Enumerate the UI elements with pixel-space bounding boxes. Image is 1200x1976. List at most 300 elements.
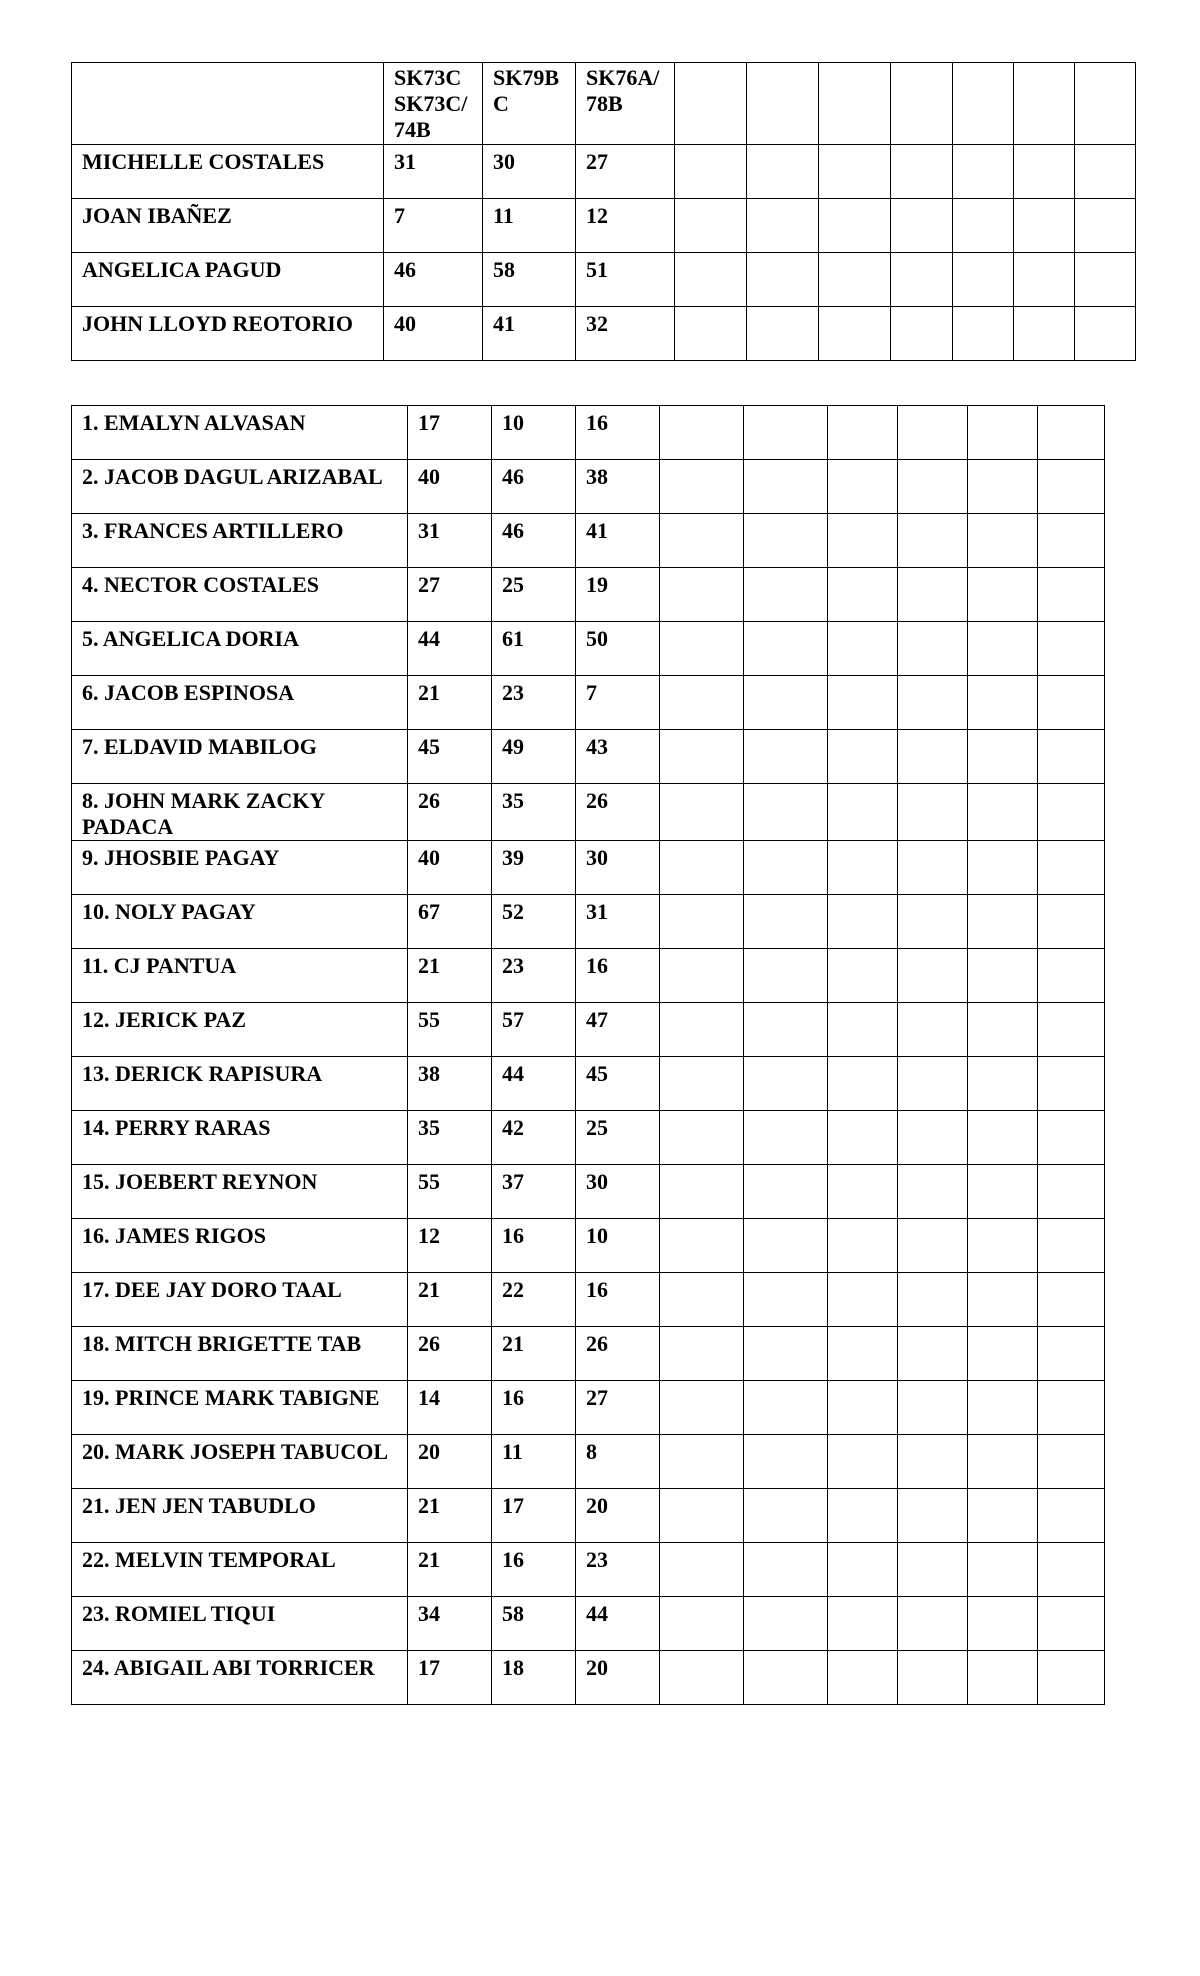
- empty-cell: [898, 1597, 968, 1651]
- score-cell: 31: [384, 145, 483, 199]
- score-cell: 35: [492, 784, 576, 841]
- empty-cell: [744, 949, 828, 1003]
- score-cell: 50: [576, 622, 660, 676]
- empty-cell: [968, 1381, 1038, 1435]
- score-cell: 27: [576, 145, 675, 199]
- student-name-cell: 11. CJ PANTUA: [72, 949, 408, 1003]
- empty-cell: [828, 622, 898, 676]
- empty-cell: [675, 307, 747, 361]
- empty-cell: [819, 145, 891, 199]
- score-cell: 55: [408, 1003, 492, 1057]
- empty-cell: [744, 514, 828, 568]
- student-name-cell: 16. JAMES RIGOS: [72, 1219, 408, 1273]
- empty-cell: [1038, 1057, 1105, 1111]
- empty-cell: [660, 1543, 744, 1597]
- empty-cell: [660, 730, 744, 784]
- score-cell: 16: [492, 1381, 576, 1435]
- table-body: [72, 406, 1105, 1705]
- score-cell: 11: [483, 199, 576, 253]
- empty-cell: [1038, 730, 1105, 784]
- empty-cell: [660, 1327, 744, 1381]
- empty-cell: [968, 514, 1038, 568]
- empty-cell: [744, 1327, 828, 1381]
- empty-cell: [898, 730, 968, 784]
- empty-cell: [828, 1489, 898, 1543]
- student-name-cell: ANGELICA PAGUD: [72, 253, 384, 307]
- score-cell: 30: [576, 1165, 660, 1219]
- student-name-cell: 22. MELVIN TEMPORAL: [72, 1543, 408, 1597]
- empty-cell: [828, 460, 898, 514]
- score-cell: 35: [408, 1111, 492, 1165]
- table-row: [72, 406, 1105, 460]
- table-row: [72, 1219, 1105, 1273]
- empty-cell: [1038, 784, 1105, 841]
- empty-cell: [744, 1489, 828, 1543]
- empty-cell: [968, 841, 1038, 895]
- empty-cell: [898, 568, 968, 622]
- table-row: [72, 1435, 1105, 1489]
- empty-cell: [744, 622, 828, 676]
- score-cell: 27: [408, 568, 492, 622]
- empty-cell: [660, 1003, 744, 1057]
- score-cell: 27: [576, 1381, 660, 1435]
- score-cell: 19: [576, 568, 660, 622]
- student-name-cell: 17. DEE JAY DORO TAAL: [72, 1273, 408, 1327]
- score-cell: 42: [492, 1111, 576, 1165]
- score-cell: 22: [492, 1273, 576, 1327]
- empty-cell: [660, 406, 744, 460]
- empty-cell: [898, 1651, 968, 1705]
- empty-cell: [744, 1435, 828, 1489]
- table-row: [72, 1381, 1105, 1435]
- score-cell: 44: [576, 1597, 660, 1651]
- empty-cell: [747, 199, 819, 253]
- score-cell: 40: [408, 460, 492, 514]
- empty-cell: [1038, 568, 1105, 622]
- empty-cell: [891, 199, 953, 253]
- empty-cell: [675, 145, 747, 199]
- empty-cell: [660, 1111, 744, 1165]
- score-cell: 21: [408, 1489, 492, 1543]
- empty-cell: [828, 1381, 898, 1435]
- empty-cell: [968, 1327, 1038, 1381]
- empty-cell: [828, 406, 898, 460]
- score-cell: 25: [576, 1111, 660, 1165]
- scores-table-main: [71, 405, 1105, 1705]
- empty-cell: [1038, 949, 1105, 1003]
- student-name-cell: 2. JACOB DAGUL ARIZABAL: [72, 460, 408, 514]
- empty-cell: [898, 406, 968, 460]
- empty-cell: [1038, 1003, 1105, 1057]
- empty-cell: [828, 676, 898, 730]
- score-cell: 16: [576, 1273, 660, 1327]
- table-row: [72, 253, 1136, 307]
- score-cell: 37: [492, 1165, 576, 1219]
- empty-cell: [660, 622, 744, 676]
- score-cell: 46: [492, 514, 576, 568]
- empty-cell: [747, 307, 819, 361]
- score-cell: 7: [576, 676, 660, 730]
- empty-cell: [744, 784, 828, 841]
- empty-cell: [891, 307, 953, 361]
- table-row: [72, 676, 1105, 730]
- empty-cell: [660, 1651, 744, 1705]
- empty-cell: [1038, 1273, 1105, 1327]
- empty-cell: [819, 199, 891, 253]
- header-cell: [747, 63, 819, 145]
- empty-cell: [744, 460, 828, 514]
- score-cell: 31: [576, 895, 660, 949]
- header-cell: [675, 63, 747, 145]
- empty-cell: [1014, 307, 1075, 361]
- empty-cell: [828, 841, 898, 895]
- empty-cell: [1075, 199, 1136, 253]
- score-cell: 7: [384, 199, 483, 253]
- score-cell: 21: [408, 676, 492, 730]
- empty-cell: [660, 1165, 744, 1219]
- score-cell: 16: [492, 1543, 576, 1597]
- table-row: [72, 1165, 1105, 1219]
- score-cell: 21: [492, 1327, 576, 1381]
- score-cell: 12: [576, 199, 675, 253]
- empty-cell: [828, 1111, 898, 1165]
- empty-cell: [898, 1165, 968, 1219]
- score-cell: 41: [483, 307, 576, 361]
- empty-cell: [660, 1489, 744, 1543]
- table-row: [72, 895, 1105, 949]
- score-cell: 58: [492, 1597, 576, 1651]
- empty-cell: [660, 568, 744, 622]
- score-cell: 46: [492, 460, 576, 514]
- score-cell: 16: [576, 949, 660, 1003]
- empty-cell: [744, 841, 828, 895]
- score-cell: 30: [483, 145, 576, 199]
- score-cell: 20: [408, 1435, 492, 1489]
- empty-cell: [891, 253, 953, 307]
- empty-cell: [968, 1489, 1038, 1543]
- empty-cell: [744, 568, 828, 622]
- score-cell: 49: [492, 730, 576, 784]
- empty-cell: [898, 514, 968, 568]
- header-cell: SK79B C: [483, 63, 576, 145]
- empty-cell: [744, 1651, 828, 1705]
- score-cell: 23: [576, 1543, 660, 1597]
- empty-cell: [828, 1597, 898, 1651]
- empty-cell: [1038, 1219, 1105, 1273]
- empty-cell: [660, 841, 744, 895]
- scores-table-top: [71, 62, 1136, 361]
- header-cell: [953, 63, 1014, 145]
- empty-cell: [968, 1273, 1038, 1327]
- empty-cell: [953, 307, 1014, 361]
- table-row: [72, 622, 1105, 676]
- empty-cell: [898, 1435, 968, 1489]
- score-cell: 17: [408, 406, 492, 460]
- score-cell: 12: [408, 1219, 492, 1273]
- table-row: [72, 1273, 1105, 1327]
- empty-cell: [1038, 1165, 1105, 1219]
- empty-cell: [898, 1327, 968, 1381]
- student-name-cell: 9. JHOSBIE PAGAY: [72, 841, 408, 895]
- score-cell: 14: [408, 1381, 492, 1435]
- empty-cell: [1038, 1111, 1105, 1165]
- empty-cell: [898, 1057, 968, 1111]
- score-cell: 18: [492, 1651, 576, 1705]
- score-cell: 58: [483, 253, 576, 307]
- empty-cell: [675, 199, 747, 253]
- empty-cell: [1075, 307, 1136, 361]
- empty-cell: [828, 1003, 898, 1057]
- score-cell: 45: [408, 730, 492, 784]
- empty-cell: [1014, 145, 1075, 199]
- empty-cell: [1075, 253, 1136, 307]
- student-name-cell: 1. EMALYN ALVASAN: [72, 406, 408, 460]
- table-row: [72, 841, 1105, 895]
- student-name-cell: 13. DERICK RAPISURA: [72, 1057, 408, 1111]
- empty-cell: [968, 460, 1038, 514]
- empty-cell: [1038, 460, 1105, 514]
- empty-cell: [1038, 514, 1105, 568]
- score-cell: 17: [492, 1489, 576, 1543]
- score-cell: 43: [576, 730, 660, 784]
- empty-cell: [744, 1111, 828, 1165]
- score-cell: 32: [576, 307, 675, 361]
- score-cell: 8: [576, 1435, 660, 1489]
- score-cell: 30: [576, 841, 660, 895]
- score-cell: 26: [408, 1327, 492, 1381]
- table-row: [72, 1489, 1105, 1543]
- empty-cell: [891, 145, 953, 199]
- empty-cell: [1038, 1327, 1105, 1381]
- empty-cell: [744, 1165, 828, 1219]
- empty-cell: [1038, 1543, 1105, 1597]
- empty-cell: [968, 1165, 1038, 1219]
- empty-cell: [968, 1111, 1038, 1165]
- student-name-cell: 12. JERICK PAZ: [72, 1003, 408, 1057]
- score-cell: 52: [492, 895, 576, 949]
- empty-cell: [819, 253, 891, 307]
- empty-cell: [660, 949, 744, 1003]
- empty-cell: [898, 1003, 968, 1057]
- empty-cell: [968, 1057, 1038, 1111]
- header-cell: SK73C SK73C/ 74B: [384, 63, 483, 145]
- empty-cell: [1014, 199, 1075, 253]
- empty-cell: [968, 406, 1038, 460]
- empty-cell: [968, 949, 1038, 1003]
- score-cell: 39: [492, 841, 576, 895]
- table-row: [72, 1327, 1105, 1381]
- empty-cell: [1038, 622, 1105, 676]
- score-cell: 45: [576, 1057, 660, 1111]
- empty-cell: [819, 307, 891, 361]
- table-row: [72, 1057, 1105, 1111]
- empty-cell: [898, 784, 968, 841]
- empty-cell: [660, 1597, 744, 1651]
- empty-cell: [968, 1651, 1038, 1705]
- score-cell: 40: [384, 307, 483, 361]
- score-cell: 55: [408, 1165, 492, 1219]
- student-name-cell: 10. NOLY PAGAY: [72, 895, 408, 949]
- score-cell: 20: [576, 1489, 660, 1543]
- score-cell: 51: [576, 253, 675, 307]
- empty-cell: [968, 1543, 1038, 1597]
- empty-cell: [660, 1435, 744, 1489]
- empty-cell: [828, 1219, 898, 1273]
- empty-cell: [968, 730, 1038, 784]
- empty-cell: [828, 784, 898, 841]
- empty-cell: [660, 1273, 744, 1327]
- empty-cell: [828, 730, 898, 784]
- empty-cell: [744, 895, 828, 949]
- empty-cell: [1038, 1435, 1105, 1489]
- student-name-cell: 19. PRINCE MARK TABIGNE: [72, 1381, 408, 1435]
- empty-cell: [744, 1597, 828, 1651]
- empty-cell: [898, 1111, 968, 1165]
- empty-cell: [828, 1327, 898, 1381]
- empty-cell: [968, 1219, 1038, 1273]
- student-name-cell: JOHN LLOYD REOTORIO: [72, 307, 384, 361]
- student-name-cell: 14. PERRY RARAS: [72, 1111, 408, 1165]
- table-row: [72, 568, 1105, 622]
- score-cell: 47: [576, 1003, 660, 1057]
- empty-cell: [828, 514, 898, 568]
- score-cell: 16: [492, 1219, 576, 1273]
- empty-cell: [828, 895, 898, 949]
- empty-cell: [1038, 1651, 1105, 1705]
- table-row: [72, 784, 1105, 841]
- table-row: [72, 307, 1136, 361]
- student-name-cell: 3. FRANCES ARTILLERO: [72, 514, 408, 568]
- empty-cell: [968, 1435, 1038, 1489]
- score-cell: 11: [492, 1435, 576, 1489]
- score-cell: 16: [576, 406, 660, 460]
- student-name-cell: MICHELLE COSTALES: [72, 145, 384, 199]
- empty-cell: [953, 253, 1014, 307]
- student-name-cell: 8. JOHN MARK ZACKY PADACA: [72, 784, 408, 841]
- empty-cell: [898, 841, 968, 895]
- empty-cell: [744, 730, 828, 784]
- score-cell: 38: [408, 1057, 492, 1111]
- empty-cell: [660, 1219, 744, 1273]
- empty-cell: [1038, 1381, 1105, 1435]
- empty-cell: [828, 949, 898, 1003]
- empty-cell: [828, 1543, 898, 1597]
- header-cell: SK76A/ 78B: [576, 63, 675, 145]
- empty-cell: [744, 1057, 828, 1111]
- score-cell: 67: [408, 895, 492, 949]
- empty-cell: [828, 1165, 898, 1219]
- score-cell: 21: [408, 949, 492, 1003]
- score-cell: 20: [576, 1651, 660, 1705]
- empty-cell: [747, 145, 819, 199]
- empty-cell: [675, 253, 747, 307]
- table-row: [72, 145, 1136, 199]
- table-row: [72, 1543, 1105, 1597]
- score-cell: 31: [408, 514, 492, 568]
- empty-cell: [898, 622, 968, 676]
- score-cell: 57: [492, 1003, 576, 1057]
- student-name-cell: 24. ABIGAIL ABI TORRICER: [72, 1651, 408, 1705]
- table-row: [72, 949, 1105, 1003]
- empty-cell: [968, 676, 1038, 730]
- empty-cell: [898, 676, 968, 730]
- empty-cell: [968, 895, 1038, 949]
- student-name-cell: 20. MARK JOSEPH TABUCOL: [72, 1435, 408, 1489]
- score-cell: 25: [492, 568, 576, 622]
- empty-cell: [660, 514, 744, 568]
- table-row: [72, 1597, 1105, 1651]
- empty-cell: [660, 1057, 744, 1111]
- empty-cell: [660, 676, 744, 730]
- student-name-cell: 7. ELDAVID MABILOG: [72, 730, 408, 784]
- empty-cell: [1038, 406, 1105, 460]
- student-name-cell: 15. JOEBERT REYNON: [72, 1165, 408, 1219]
- empty-cell: [1038, 1597, 1105, 1651]
- table-row: [72, 730, 1105, 784]
- empty-cell: [744, 1003, 828, 1057]
- empty-cell: [1075, 145, 1136, 199]
- empty-cell: [1014, 253, 1075, 307]
- score-cell: 23: [492, 676, 576, 730]
- empty-cell: [968, 1597, 1038, 1651]
- student-name-cell: 5. ANGELICA DORIA: [72, 622, 408, 676]
- empty-cell: [744, 676, 828, 730]
- empty-cell: [828, 568, 898, 622]
- empty-cell: [898, 1219, 968, 1273]
- empty-cell: [744, 1273, 828, 1327]
- empty-cell: [828, 1651, 898, 1705]
- student-name-cell: 23. ROMIEL TIQUI: [72, 1597, 408, 1651]
- empty-cell: [898, 1543, 968, 1597]
- empty-cell: [898, 1489, 968, 1543]
- score-cell: 10: [492, 406, 576, 460]
- header-cell: [1014, 63, 1075, 145]
- empty-cell: [744, 1219, 828, 1273]
- score-cell: 26: [576, 1327, 660, 1381]
- empty-cell: [744, 1543, 828, 1597]
- score-cell: 10: [576, 1219, 660, 1273]
- empty-cell: [898, 460, 968, 514]
- score-cell: 17: [408, 1651, 492, 1705]
- score-cell: 38: [576, 460, 660, 514]
- empty-cell: [744, 1381, 828, 1435]
- empty-cell: [1038, 676, 1105, 730]
- table-row: [72, 460, 1105, 514]
- score-cell: 21: [408, 1273, 492, 1327]
- empty-cell: [968, 784, 1038, 841]
- empty-cell: [747, 253, 819, 307]
- table-row: [72, 1003, 1105, 1057]
- empty-cell: [968, 1003, 1038, 1057]
- empty-cell: [968, 568, 1038, 622]
- empty-cell: [968, 622, 1038, 676]
- student-name-cell: 18. MITCH BRIGETTE TAB: [72, 1327, 408, 1381]
- student-name-cell: JOAN IBAÑEZ: [72, 199, 384, 253]
- student-name-cell: 21. JEN JEN TABUDLO: [72, 1489, 408, 1543]
- score-cell: 41: [576, 514, 660, 568]
- empty-cell: [660, 1381, 744, 1435]
- empty-cell: [1038, 841, 1105, 895]
- score-cell: 44: [492, 1057, 576, 1111]
- student-name-cell: 6. JACOB ESPINOSA: [72, 676, 408, 730]
- score-cell: 40: [408, 841, 492, 895]
- score-cell: 46: [384, 253, 483, 307]
- empty-cell: [744, 406, 828, 460]
- score-cell: 34: [408, 1597, 492, 1651]
- empty-cell: [1038, 1489, 1105, 1543]
- empty-cell: [660, 784, 744, 841]
- header-cell: [72, 63, 384, 145]
